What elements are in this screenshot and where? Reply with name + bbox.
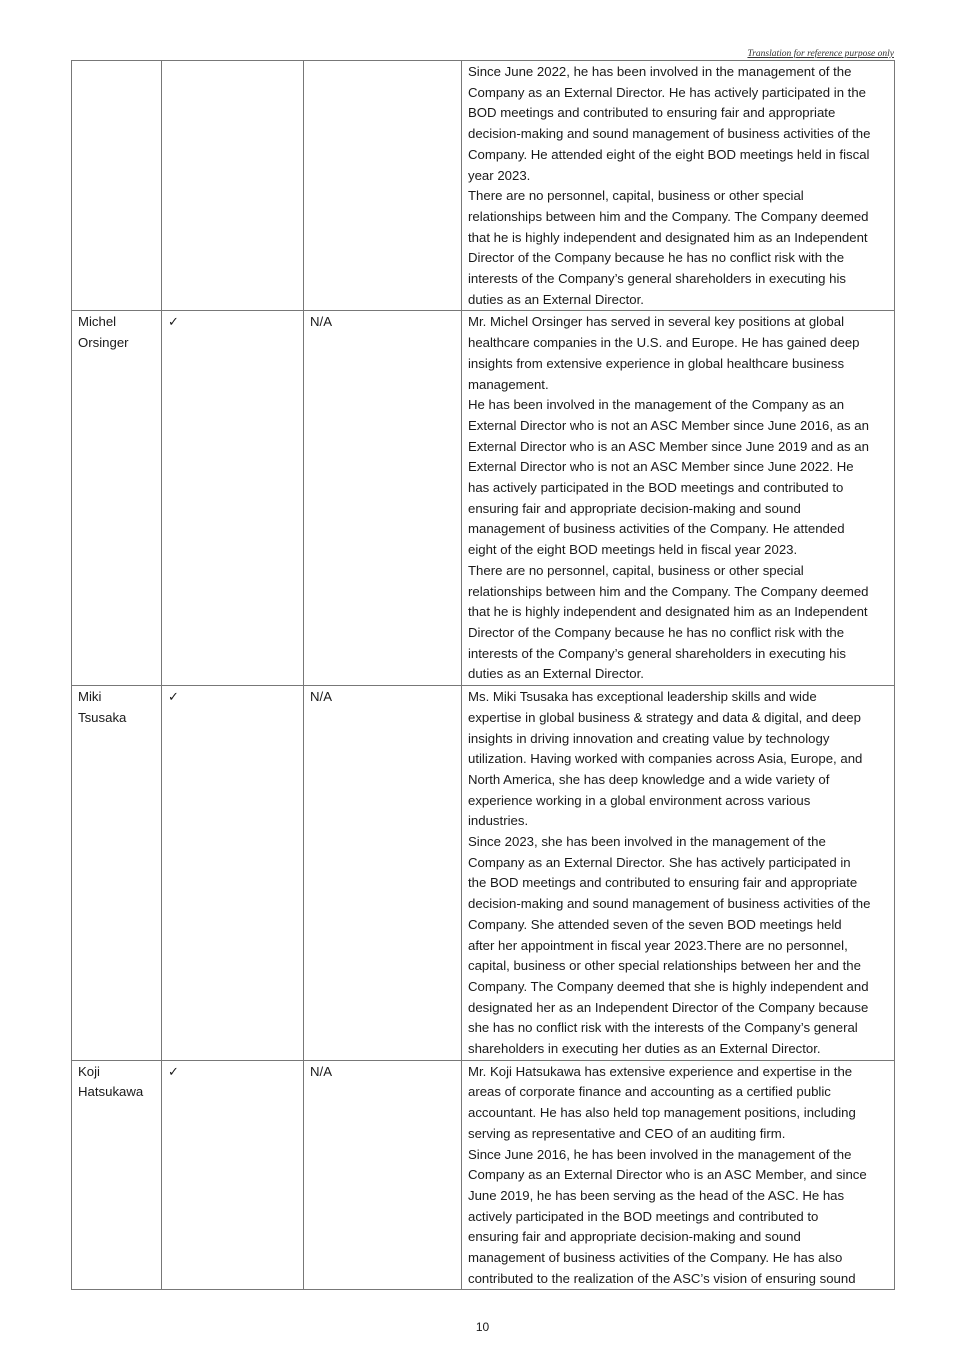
table-row [72,1060,895,1290]
directors-table [71,60,895,1290]
translation-note: Translation for reference purpose only [747,49,894,59]
director-name: Michel Orsinger [72,311,162,686]
reason-paragraph: Ms. Miki Tsusaka has exceptional leadership skills and wide expertise in global business & strategy and data & digital, and deep insights in driving innovation and creating value by technology utilization. Having worked with companies across Asia, Europe, and North America, she has deep knowledge and a wide variety of experience working in a global environment across various industries. [468,689,863,829]
table-row [72,61,895,311]
reason-paragraph: There are no personnel, capital, business or other special relationships between him and the Company. The Company deemed that he is highly independent and designated him as an Independent Director of the Company because he has no conflict risk with the interests of the Company’s general shareholders in executing his duties as an External Director. [468,562,869,682]
director-name: Koji Hatsukawa [72,1060,162,1290]
concurrent-position: N/A [304,1060,462,1290]
reason-paragraph: There are no personnel, capital, business or other special relationships between him and the Company. The Company deemed that he is highly independent and designated him as an Independent Director of the Company because he has no conflict risk with the interests of the Company’s general shareholders in executing his duties as an External Director. [468,188,869,307]
director-name [72,61,162,311]
reason-paragraph: Mr. Koji Hatsukawa has extensive experience and expertise in the areas of corporate finance and accounting as a certified public accountant. He has also held top management positions, including serving as representative and CEO of an auditing firm. [468,1063,856,1141]
independence-check: ✓ [162,311,304,686]
reason-paragraph: Since 2023, she has been involved in the management of the Company as an External Director. She has actively participated in the BOD meetings and contributed to ensuring fair and appropriate decision-making and sound management of business activities of the Company. She attended seven of the seven BOD meetings held after her appointment in fiscal year 2023.There are no personnel, capital, business or other special relationships between her and the Company. The Company deemed that she is highly independent and designated her as an Independent Director of the Company because she has no conflict risk with the interests of the Company’s general shareholders in executing her duties as an External Director. [468,834,871,1057]
reason-paragraph: Since June 2022, he has been involved in the management of the Company as an External Director. He has actively participated in the BOD meetings and contributed to ensuring fair and appropriate decision-making and sound management of business activities of the Company. He attended eight of the eight BOD meetings held in fiscal year 2023. [468,64,871,183]
reason-paragraph: Mr. Michel Orsinger has served in several key positions at global healthcare companies in the U.S. and Europe. He has gained deep insights from extensive experience in global healthcare business management. [468,314,860,392]
table-row [72,686,895,1061]
reason-paragraph: Since June 2016, he has been involved in the management of the Company as an External Director who is an ASC Member, and since June 2019, he has been serving as the head of the ASC. He has actively participated in the BOD meetings and contributed to ensuring fair and appropriate decision-making and sound management of business activities of the Company. He has also contributed to the realization of the ASC’s vision of ensuring sound [468,1146,867,1286]
director-name: Miki Tsusaka [72,686,162,1061]
independence-check: ✓ [162,686,304,1061]
reason-paragraph: He has been involved in the management of the Company as an External Director who is not an ASC Member since June 2016, as an External Director who is an ASC Member since June 2019 and as an External Director who is not an ASC Member since June 2022. He has actively participated in the BOD meetings and contributed to ensuring fair and appropriate decision-making and sound management of business activities of the Company. He attended eight of the eight BOD meetings held in fiscal year 2023. [468,397,869,558]
appointment-reason [462,61,895,311]
table-row [72,311,895,686]
concurrent-position [304,61,462,311]
appointment-reason [462,1060,895,1290]
appointment-reason [462,311,895,686]
concurrent-position: N/A [304,311,462,686]
independence-check [162,61,304,311]
appointment-reason [462,686,895,1061]
concurrent-position: N/A [304,686,462,1061]
page-number: 10 [475,1320,490,1334]
independence-check: ✓ [162,1060,304,1290]
